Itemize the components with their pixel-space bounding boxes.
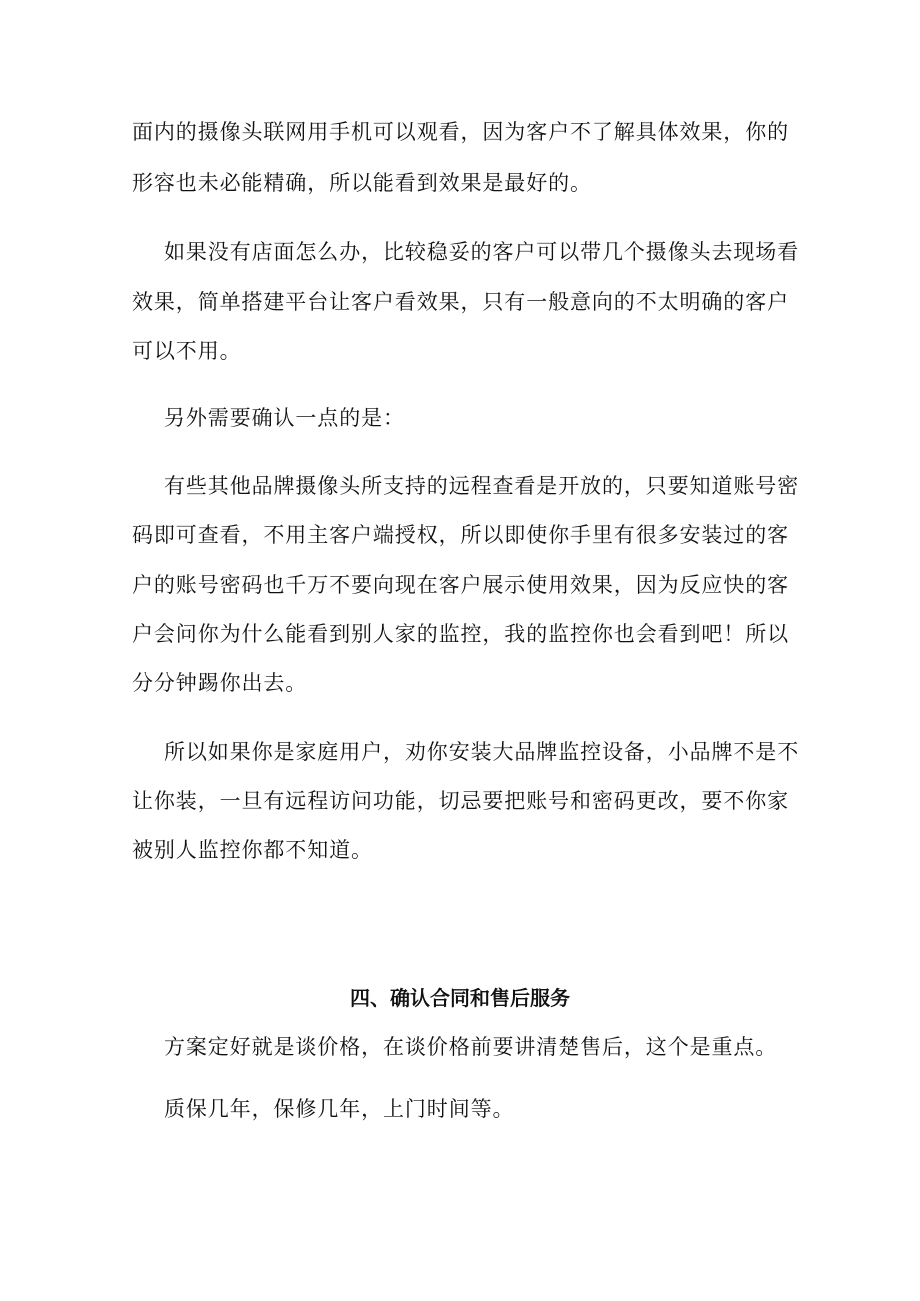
paragraph-5-line-2: 让你装，一旦有远程访问功能，切忌要把账号和密码更改，要不你家 bbox=[132, 789, 789, 813]
paragraph-3-line-1: 另外需要确认一点的是： bbox=[164, 406, 405, 430]
paragraph-4-line-4: 户会问你为什么能看到别人家的监控，我的监控你也会看到吧！所以 bbox=[132, 622, 789, 646]
paragraph-5-line-1: 所以如果你是家庭用户，劝你安装大品牌监控设备，小品牌不是不 bbox=[164, 740, 800, 764]
paragraph-5-line-3: 被别人监控你都不知道。 bbox=[132, 838, 373, 862]
paragraph-4-line-5: 分分钟踢你出去。 bbox=[132, 671, 308, 695]
paragraph-1-line-1: 面内的摄像头联网用手机可以观看，因为客户不了解具体效果，你的 bbox=[132, 120, 789, 144]
section-line-1: 方案定好就是谈价格，在谈价格前要讲清楚售后，这个是重点。 bbox=[164, 1035, 778, 1059]
section-line-2: 质保几年，保修几年，上门时间等。 bbox=[164, 1097, 515, 1121]
paragraph-2-line-3: 可以不用。 bbox=[132, 339, 242, 363]
paragraph-2-line-1: 如果没有店面怎么办，比较稳妥的客户可以带几个摄像头去现场看 bbox=[164, 240, 800, 264]
paragraph-1-line-2: 形容也未必能精确，所以能看到效果是最好的。 bbox=[132, 171, 592, 195]
section-heading: 四、确认合同和售后服务 bbox=[350, 986, 570, 1010]
paragraph-4-line-2: 码即可查看，不用主客户端授权，所以即使你手里有很多安装过的客 bbox=[132, 523, 789, 547]
paragraph-4-line-1: 有些其他品牌摄像头所支持的远程查看是开放的，只要知道账号密 bbox=[164, 474, 800, 498]
paragraph-4-line-3: 户的账号密码也千万不要向现在客户展示使用效果，因为反应快的客 bbox=[132, 573, 789, 597]
paragraph-2-line-2: 效果，简单搭建平台让客户看效果，只有一般意向的不太明确的客户 bbox=[132, 290, 789, 314]
